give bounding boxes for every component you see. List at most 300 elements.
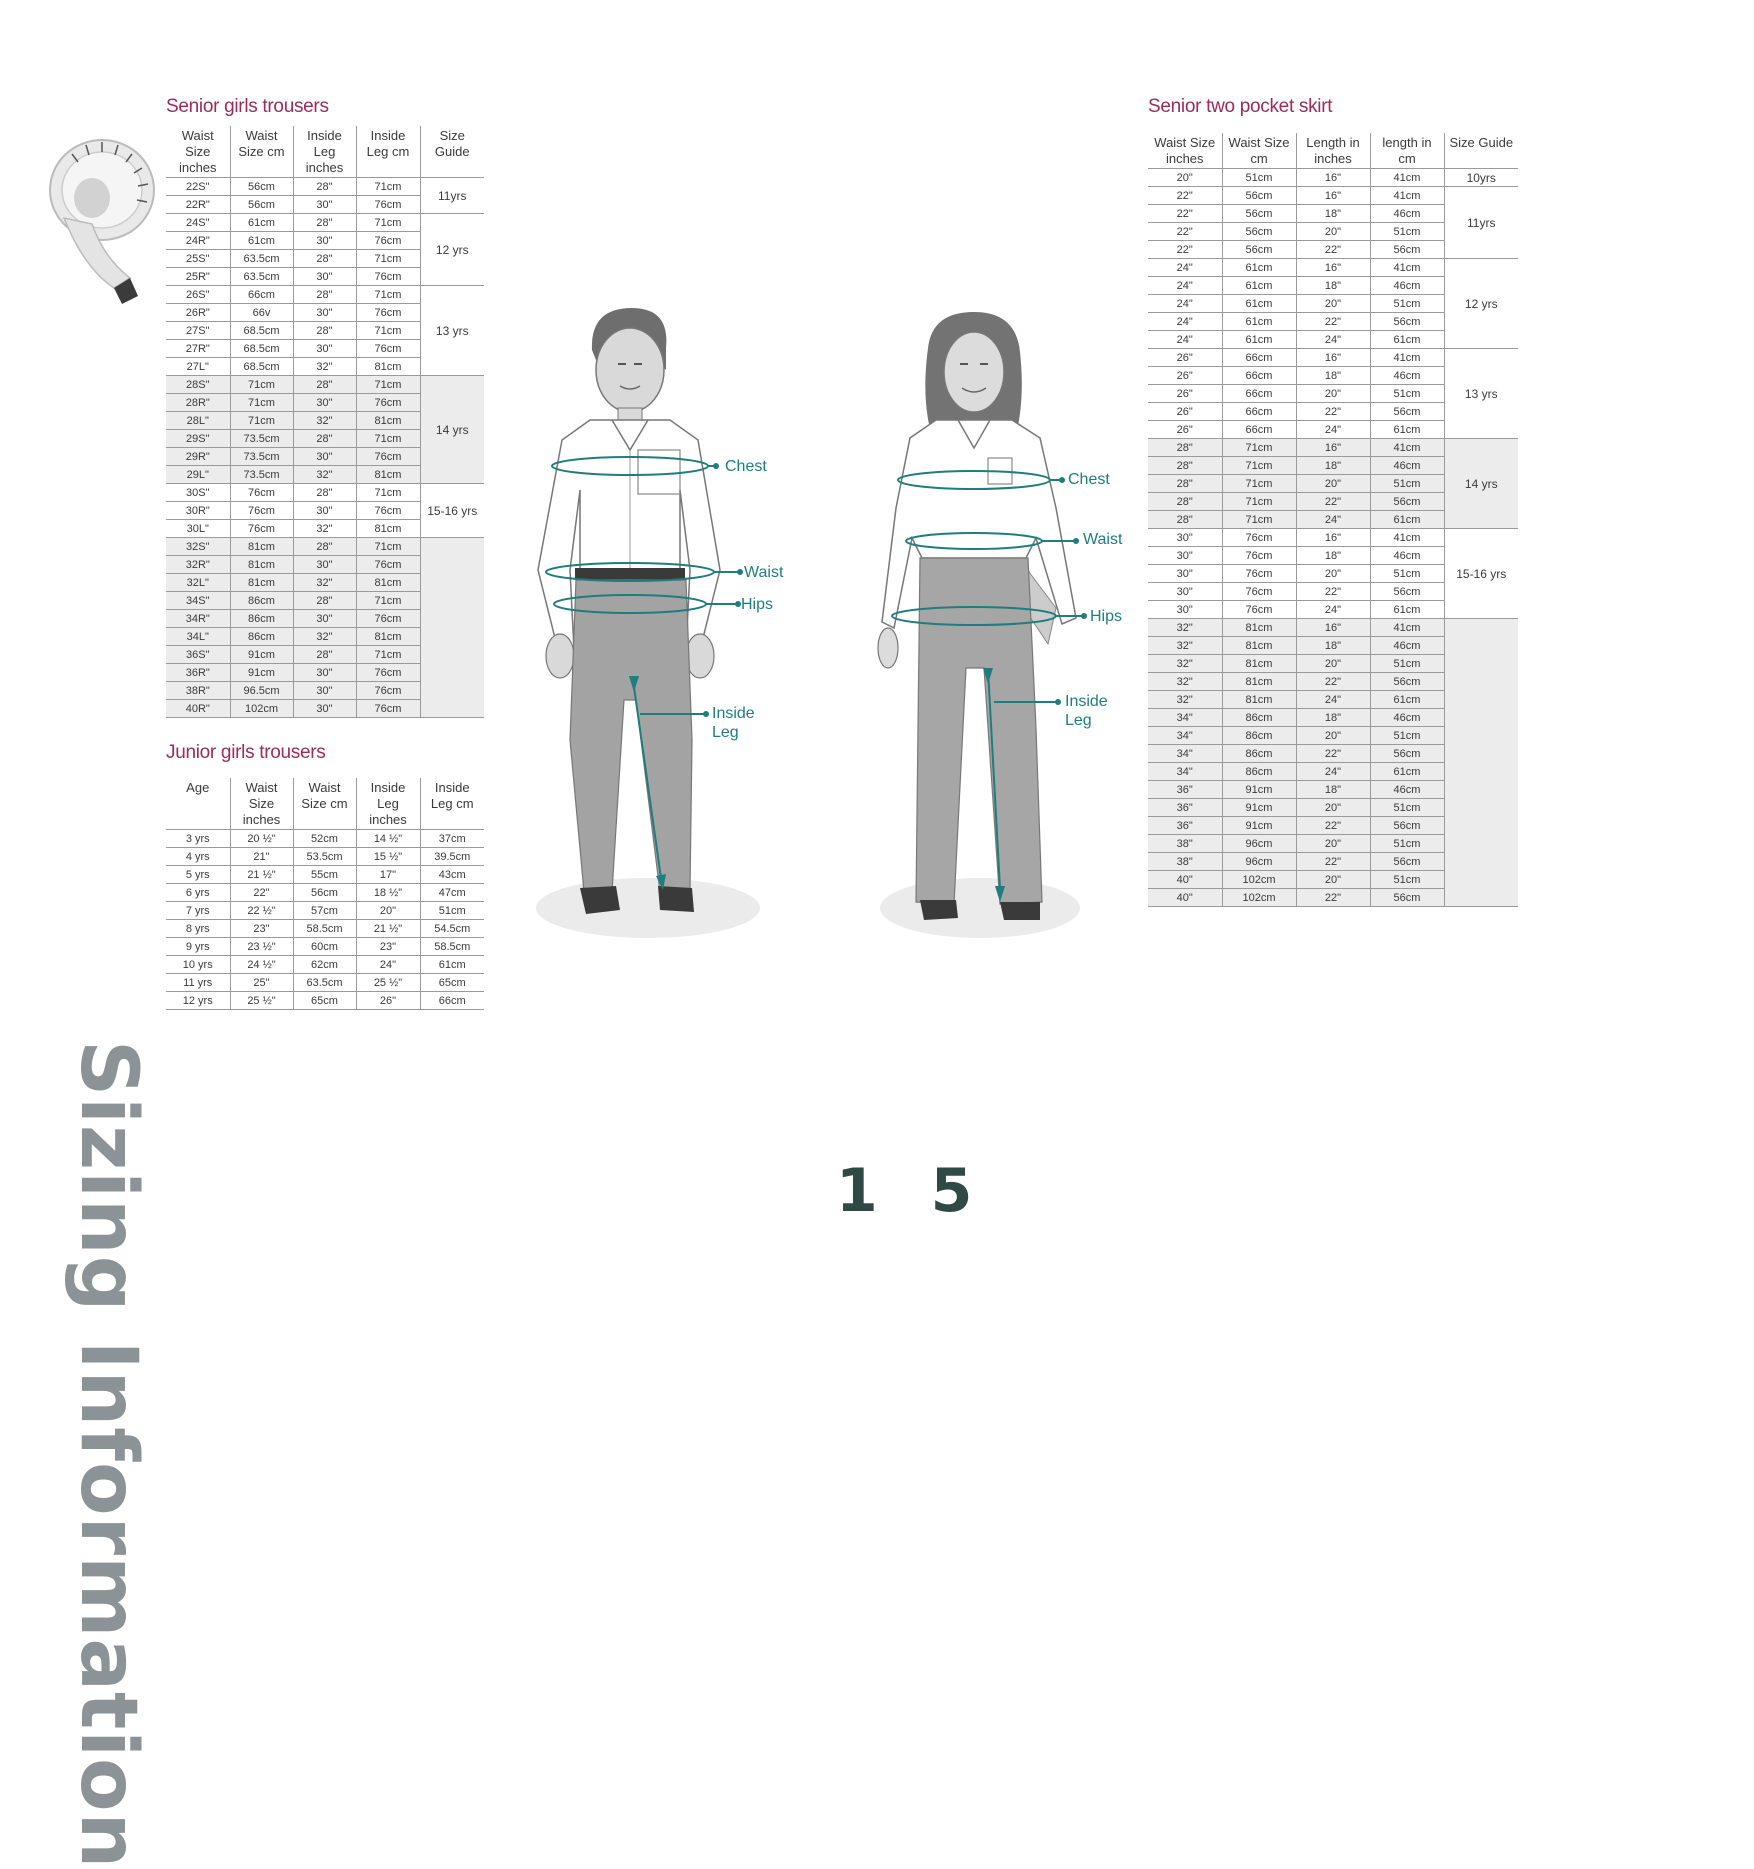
table-cell: 91cm: [1222, 817, 1296, 835]
table-cell: 24": [356, 956, 420, 974]
table-cell: 71cm: [1222, 439, 1296, 457]
table-row: [166, 902, 484, 920]
table-cell: 32S": [166, 538, 230, 556]
table-cell: 16": [1296, 619, 1370, 637]
table-cell: 51cm: [1370, 835, 1444, 853]
table-cell: 18": [1296, 457, 1370, 475]
table-cell: 32": [293, 520, 356, 538]
table-cell: 36": [1148, 781, 1222, 799]
size-guide-cell: [1444, 619, 1518, 907]
table-cell: 6 yrs: [166, 884, 230, 902]
table-cell: 61cm: [1370, 421, 1444, 439]
table-cell: 28": [293, 646, 356, 664]
table-row: [166, 214, 484, 232]
table-cell: 22": [1148, 223, 1222, 241]
table-cell: 41cm: [1370, 439, 1444, 457]
table-cell: 61cm: [1370, 691, 1444, 709]
table-cell: 46cm: [1370, 547, 1444, 565]
size-guide-cell: 11yrs: [420, 178, 484, 214]
col-header: Length in inches: [1296, 133, 1370, 169]
table-cell: 61cm: [1370, 511, 1444, 529]
table-cell: 26": [1148, 349, 1222, 367]
table-cell: 41cm: [1370, 529, 1444, 547]
table-cell: 46cm: [1370, 367, 1444, 385]
table-cell: 30": [293, 394, 356, 412]
table-cell: 22": [1296, 673, 1370, 691]
table-cell: 61cm: [1222, 313, 1296, 331]
table-cell: 30": [293, 556, 356, 574]
size-guide-cell: 14 yrs: [420, 376, 484, 484]
table-cell: 30": [1148, 547, 1222, 565]
table-cell: 71cm: [356, 538, 420, 556]
table-cell: 51cm: [1370, 727, 1444, 745]
senior-trousers-table: [166, 126, 484, 718]
table-row: [166, 830, 484, 848]
table-cell: 21": [230, 848, 293, 866]
table-cell: 96cm: [1222, 853, 1296, 871]
table-cell: 61cm: [230, 232, 293, 250]
table-cell: 63.5cm: [230, 250, 293, 268]
table-cell: 73.5cm: [230, 448, 293, 466]
table-cell: 32": [1148, 655, 1222, 673]
table-cell: 23": [230, 920, 293, 938]
table-cell: 96cm: [1222, 835, 1296, 853]
table-cell: 28": [293, 178, 356, 196]
table-cell: 34R": [166, 610, 230, 628]
table-cell: 56cm: [1370, 673, 1444, 691]
table-cell: 22": [1148, 205, 1222, 223]
table-cell: 38": [1148, 853, 1222, 871]
table-cell: 30": [1148, 529, 1222, 547]
table-cell: 61cm: [1222, 331, 1296, 349]
table-cell: 56cm: [1222, 223, 1296, 241]
table-cell: 46cm: [1370, 781, 1444, 799]
table-cell: 16": [1296, 439, 1370, 457]
boy-inside-leg-label-1: Inside: [712, 705, 755, 722]
table-cell: 56cm: [1222, 241, 1296, 259]
table-cell: 30": [293, 610, 356, 628]
table-cell: 66cm: [1222, 367, 1296, 385]
table-cell: 27L": [166, 358, 230, 376]
table-cell: 76cm: [1222, 583, 1296, 601]
skirt-title: Senior two pocket skirt: [1148, 96, 1333, 117]
table-cell: 54.5cm: [420, 920, 484, 938]
table-cell: 21 ½": [230, 866, 293, 884]
table-cell: 18": [1296, 277, 1370, 295]
table-cell: 76cm: [356, 304, 420, 322]
table-cell: 102cm: [1222, 889, 1296, 907]
table-cell: 22": [1296, 241, 1370, 259]
size-guide-cell: 15-16 yrs: [420, 484, 484, 538]
table-cell: 56cm: [230, 196, 293, 214]
col-header: Waist Size cm: [1222, 133, 1296, 169]
table-row: [166, 884, 484, 902]
table-cell: 32R": [166, 556, 230, 574]
table-cell: 26": [1148, 367, 1222, 385]
girl-chest-label: Chest: [1068, 471, 1110, 488]
table-cell: 24": [1296, 763, 1370, 781]
size-guide-cell: 12 yrs: [420, 214, 484, 286]
table-cell: 86cm: [1222, 727, 1296, 745]
table-cell: 76cm: [230, 502, 293, 520]
table-cell: 24": [1296, 421, 1370, 439]
table-cell: 30": [293, 268, 356, 286]
table-cell: 38": [1148, 835, 1222, 853]
table-cell: 30": [293, 340, 356, 358]
table-cell: 38R": [166, 682, 230, 700]
table-cell: 56cm: [230, 178, 293, 196]
table-cell: 66cm: [1222, 403, 1296, 421]
table-cell: 71cm: [356, 214, 420, 232]
boy-figure-illustration: [520, 300, 780, 950]
table-cell: 52cm: [293, 830, 356, 848]
table-cell: 61cm: [1370, 601, 1444, 619]
table-cell: 29R": [166, 448, 230, 466]
table-cell: 30": [293, 196, 356, 214]
table-cell: 41cm: [1370, 259, 1444, 277]
table-row: [166, 484, 484, 502]
table-cell: 24": [1296, 601, 1370, 619]
table-cell: 102cm: [230, 700, 293, 718]
table-cell: 86cm: [1222, 745, 1296, 763]
table-cell: 28": [1148, 457, 1222, 475]
girl-inside-leg-label-2: Leg: [1065, 712, 1092, 729]
table-cell: 86cm: [230, 628, 293, 646]
table-cell: 22": [1296, 889, 1370, 907]
table-cell: 71cm: [356, 250, 420, 268]
table-cell: 28": [293, 250, 356, 268]
table-cell: 46cm: [1370, 637, 1444, 655]
table-cell: 51cm: [1222, 169, 1296, 187]
table-cell: 32": [1148, 691, 1222, 709]
table-cell: 28": [1148, 439, 1222, 457]
table-cell: 91cm: [1222, 799, 1296, 817]
table-cell: 76cm: [230, 484, 293, 502]
table-cell: 34": [1148, 745, 1222, 763]
table-cell: 81cm: [356, 358, 420, 376]
table-cell: 66v: [230, 304, 293, 322]
table-cell: 22 ½": [230, 902, 293, 920]
table-cell: 28S": [166, 376, 230, 394]
table-cell: 16": [1296, 259, 1370, 277]
table-cell: 18": [1296, 709, 1370, 727]
table-cell: 81cm: [230, 556, 293, 574]
table-cell: 28": [1148, 511, 1222, 529]
table-cell: 20": [1296, 475, 1370, 493]
table-cell: 24": [1148, 295, 1222, 313]
table-cell: 51cm: [420, 902, 484, 920]
table-cell: 60cm: [293, 938, 356, 956]
table-cell: 65cm: [420, 974, 484, 992]
table-cell: 76cm: [356, 556, 420, 574]
table-cell: 61cm: [420, 956, 484, 974]
table-cell: 62cm: [293, 956, 356, 974]
table-cell: 68.5cm: [230, 358, 293, 376]
table-row: [166, 848, 484, 866]
table-cell: 22": [1296, 583, 1370, 601]
table-cell: 56cm: [1370, 493, 1444, 511]
table-cell: 30": [293, 682, 356, 700]
table-cell: 12 yrs: [166, 992, 230, 1010]
size-guide-cell: 13 yrs: [420, 286, 484, 376]
table-cell: 71cm: [356, 646, 420, 664]
table-cell: 18": [1296, 367, 1370, 385]
tape-measure-icon: [34, 128, 164, 310]
table-cell: 51cm: [1370, 295, 1444, 313]
table-cell: 81cm: [356, 466, 420, 484]
table-cell: 4 yrs: [166, 848, 230, 866]
table-cell: 20": [1296, 799, 1370, 817]
table-cell: 18 ½": [356, 884, 420, 902]
table-row: [166, 992, 484, 1010]
table-cell: 22": [230, 884, 293, 902]
boy-chest-label: Chest: [725, 458, 767, 475]
table-cell: 66cm: [1222, 349, 1296, 367]
table-cell: 37cm: [420, 830, 484, 848]
table-cell: 56cm: [293, 884, 356, 902]
table-cell: 30L": [166, 520, 230, 538]
table-cell: 32": [293, 412, 356, 430]
table-row: [1148, 439, 1518, 457]
table-cell: 41cm: [1370, 187, 1444, 205]
table-cell: 61cm: [1370, 763, 1444, 781]
size-guide-cell: [420, 538, 484, 718]
table-cell: 34L": [166, 628, 230, 646]
senior-trousers-title: Senior girls trousers: [166, 96, 329, 117]
table-cell: 27S": [166, 322, 230, 340]
table-cell: 76cm: [356, 610, 420, 628]
table-cell: 20": [1296, 727, 1370, 745]
table-cell: 71cm: [230, 394, 293, 412]
table-cell: 20 ½": [230, 830, 293, 848]
table-cell: 86cm: [1222, 763, 1296, 781]
table-cell: 71cm: [1222, 457, 1296, 475]
table-cell: 11 yrs: [166, 974, 230, 992]
table-cell: 46cm: [1370, 457, 1444, 475]
size-guide-cell: 10yrs: [1444, 169, 1518, 187]
table-cell: 26S": [166, 286, 230, 304]
table-cell: 55cm: [293, 866, 356, 884]
table-cell: 26": [1148, 385, 1222, 403]
table-cell: 81cm: [1222, 691, 1296, 709]
table-cell: 71cm: [356, 376, 420, 394]
table-cell: 56cm: [1370, 817, 1444, 835]
table-cell: 51cm: [1370, 385, 1444, 403]
table-cell: 56cm: [1222, 205, 1296, 223]
table-cell: 23 ½": [230, 938, 293, 956]
table-cell: 32": [293, 574, 356, 592]
table-cell: 63.5cm: [293, 974, 356, 992]
table-cell: 76cm: [1222, 529, 1296, 547]
table-cell: 28": [293, 214, 356, 232]
table-cell: 34": [1148, 709, 1222, 727]
table-cell: 20": [1296, 871, 1370, 889]
table-cell: 22": [1148, 241, 1222, 259]
table-cell: 20": [1296, 655, 1370, 673]
table-cell: 76cm: [356, 664, 420, 682]
table-cell: 24": [1148, 259, 1222, 277]
table-cell: 22": [1296, 817, 1370, 835]
table-row: [166, 178, 484, 196]
table-cell: 28L": [166, 412, 230, 430]
table-cell: 28": [1148, 493, 1222, 511]
table-cell: 76cm: [1222, 601, 1296, 619]
junior-trousers-table: [166, 778, 484, 1010]
table-cell: 24R": [166, 232, 230, 250]
table-row: [166, 538, 484, 556]
table-cell: 15 ½": [356, 848, 420, 866]
table-cell: 22R": [166, 196, 230, 214]
table-cell: 81cm: [1222, 637, 1296, 655]
table-cell: 16": [1296, 169, 1370, 187]
table-cell: 76cm: [356, 502, 420, 520]
table-cell: 81cm: [356, 412, 420, 430]
table-cell: 30": [1148, 601, 1222, 619]
table-cell: 58.5cm: [293, 920, 356, 938]
table-cell: 34": [1148, 727, 1222, 745]
boy-hips-label: Hips: [741, 596, 774, 613]
table-cell: 71cm: [1222, 475, 1296, 493]
table-cell: 71cm: [356, 178, 420, 196]
table-cell: 30S": [166, 484, 230, 502]
table-cell: 71cm: [356, 592, 420, 610]
table-cell: 25": [230, 974, 293, 992]
table-cell: 71cm: [356, 484, 420, 502]
size-guide-cell: 12 yrs: [1444, 259, 1518, 349]
table-cell: 22S": [166, 178, 230, 196]
table-cell: 61cm: [1370, 331, 1444, 349]
table-cell: 57cm: [293, 902, 356, 920]
table-cell: 24 ½": [230, 956, 293, 974]
table-cell: 53.5cm: [293, 848, 356, 866]
table-cell: 40": [1148, 889, 1222, 907]
table-cell: 66cm: [230, 286, 293, 304]
table-cell: 25 ½": [356, 974, 420, 992]
table-cell: 14 ½": [356, 830, 420, 848]
col-header: Inside Leg inches: [356, 778, 420, 830]
table-cell: 7 yrs: [166, 902, 230, 920]
table-cell: 46cm: [1370, 205, 1444, 223]
table-cell: 28": [293, 430, 356, 448]
table-cell: 26": [1148, 421, 1222, 439]
table-cell: 26": [356, 992, 420, 1010]
table-cell: 32": [293, 358, 356, 376]
table-cell: 28": [293, 484, 356, 502]
table-row: [1148, 529, 1518, 547]
table-cell: 71cm: [356, 286, 420, 304]
table-cell: 61cm: [1222, 295, 1296, 313]
size-guide-cell: 15-16 yrs: [1444, 529, 1518, 619]
table-cell: 23": [356, 938, 420, 956]
table-cell: 28": [293, 286, 356, 304]
junior-trousers-title: Junior girls trousers: [166, 742, 326, 763]
table-cell: 40": [1148, 871, 1222, 889]
col-header: Inside Leg inches: [293, 126, 356, 178]
table-cell: 56cm: [1370, 313, 1444, 331]
girl-waist-label: Waist: [1083, 531, 1123, 548]
table-cell: 73.5cm: [230, 430, 293, 448]
table-cell: 28": [293, 376, 356, 394]
table-cell: 30": [293, 304, 356, 322]
table-cell: 29L": [166, 466, 230, 484]
table-cell: 24": [1148, 313, 1222, 331]
girl-inside-leg-label-1: Inside: [1065, 693, 1108, 710]
col-header: Waist Size cm: [230, 126, 293, 178]
col-header: Age: [166, 778, 230, 830]
page-number: 1 5: [836, 1156, 989, 1226]
table-cell: 51cm: [1370, 871, 1444, 889]
table-row: [1148, 187, 1518, 205]
table-cell: 30": [293, 700, 356, 718]
table-cell: 39.5cm: [420, 848, 484, 866]
table-cell: 71cm: [356, 322, 420, 340]
table-row: [1148, 349, 1518, 367]
table-cell: 20": [1296, 835, 1370, 853]
table-cell: 18": [1296, 781, 1370, 799]
table-cell: 16": [1296, 187, 1370, 205]
table-cell: 61cm: [1222, 277, 1296, 295]
table-row: [166, 974, 484, 992]
table-cell: 56cm: [1370, 853, 1444, 871]
table-cell: 51cm: [1370, 565, 1444, 583]
table-cell: 51cm: [1370, 655, 1444, 673]
table-cell: 28": [293, 322, 356, 340]
table-cell: 76cm: [356, 232, 420, 250]
table-cell: 65cm: [293, 992, 356, 1010]
col-header: Size Guide: [420, 126, 484, 178]
table-cell: 20": [1148, 169, 1222, 187]
table-cell: 21 ½": [356, 920, 420, 938]
table-cell: 22": [1296, 313, 1370, 331]
table-cell: 76cm: [356, 448, 420, 466]
table-row: [166, 286, 484, 304]
table-cell: 24": [1296, 691, 1370, 709]
table-cell: 34S": [166, 592, 230, 610]
size-guide-cell: 13 yrs: [1444, 349, 1518, 439]
table-cell: 86cm: [1222, 709, 1296, 727]
table-cell: 22": [1296, 403, 1370, 421]
table-cell: 102cm: [1222, 871, 1296, 889]
table-cell: 28": [293, 538, 356, 556]
table-cell: 81cm: [230, 538, 293, 556]
table-cell: 46cm: [1370, 709, 1444, 727]
table-cell: 66cm: [1222, 421, 1296, 439]
table-cell: 41cm: [1370, 619, 1444, 637]
table-cell: 76cm: [356, 682, 420, 700]
table-cell: 63.5cm: [230, 268, 293, 286]
table-cell: 36S": [166, 646, 230, 664]
table-row: [166, 376, 484, 394]
skirt-table: [1148, 133, 1518, 907]
table-cell: 30": [293, 664, 356, 682]
girl-figure-illustration: [876, 308, 1096, 948]
table-cell: 71cm: [230, 376, 293, 394]
table-cell: 24": [1296, 511, 1370, 529]
table-cell: 81cm: [1222, 655, 1296, 673]
table-cell: 32": [293, 628, 356, 646]
col-header: Waist Size inches: [166, 126, 230, 178]
table-cell: 25S": [166, 250, 230, 268]
table-cell: 66cm: [1222, 385, 1296, 403]
table-cell: 28": [293, 592, 356, 610]
girl-hips-label: Hips: [1090, 608, 1123, 625]
table-cell: 16": [1296, 529, 1370, 547]
table-cell: 76cm: [356, 268, 420, 286]
table-cell: 36": [1148, 817, 1222, 835]
table-cell: 32L": [166, 574, 230, 592]
table-cell: 20": [356, 902, 420, 920]
col-header: length in cm: [1370, 133, 1444, 169]
